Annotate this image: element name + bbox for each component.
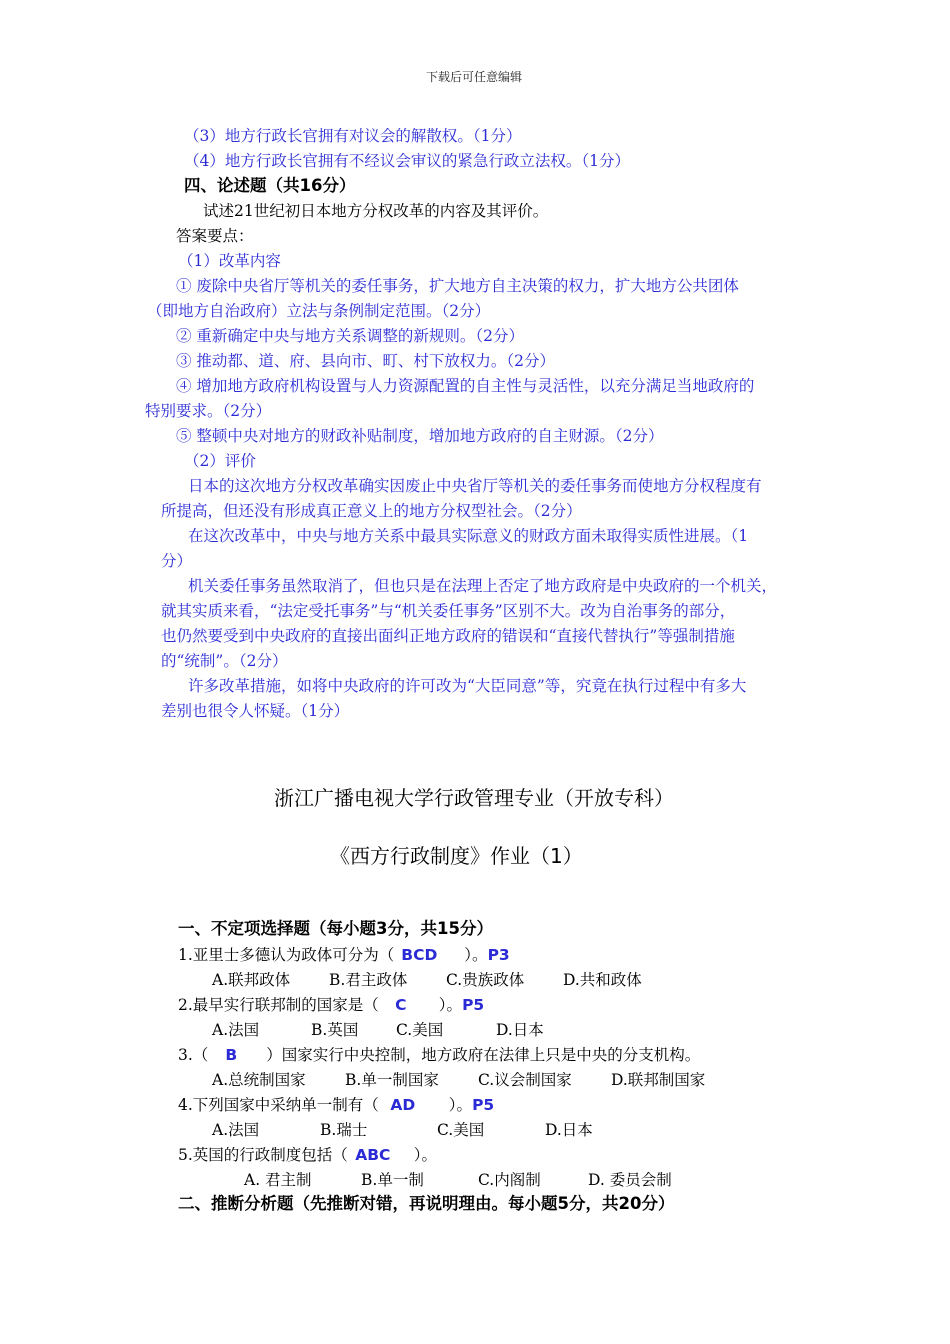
evaluation-para-1: 日本的这次地方分权改革确实因废止中央省厅等机关的委任事务而使地方分权程度有 (188, 477, 762, 495)
answer-item-4: （4）地方行政长官拥有不经议会审议的紧急行政立法权。（1分） (184, 152, 630, 170)
page-reference: P5 (472, 1096, 495, 1114)
option-c: C.内阁制 (478, 1171, 541, 1189)
question-tail: ）。 (438, 996, 463, 1014)
evaluation-para-2-cont: 分） (161, 552, 193, 570)
option-b: B.单一制 (361, 1171, 424, 1189)
option-d: D. 委员会制 (588, 1171, 672, 1189)
reform-point-4-cont: 特别要求。（2分） (145, 402, 272, 420)
answer-mark: ABC (355, 1146, 391, 1164)
evaluation-label: （2）评价 (184, 452, 256, 470)
reform-point-2: ② 重新确定中央与地方关系调整的新规则。（2分） (176, 327, 525, 345)
option-a: A.总统制国家 (212, 1071, 306, 1089)
reform-point-5: ⑤ 整顿中央对地方的财政补贴制度，增加地方政府的自主财源。（2分） (176, 427, 664, 445)
question-tail: ）。 (413, 1146, 438, 1164)
evaluation-para-3-cont1: 就其实质来看，“法定受托事务”与“机关委任事务”区别不大。改为自治事务的部分， (161, 602, 736, 620)
option-a: A.联邦政体 (212, 971, 291, 989)
question-text: 3.（ (178, 1046, 209, 1064)
document-title: 浙江广播电视大学行政管理专业（开放专科） (274, 786, 674, 810)
question-tail: ）。 (448, 1096, 473, 1114)
option-c: C.美国 (437, 1121, 485, 1139)
answer-mark: AD (390, 1096, 416, 1114)
reform-point-3: ③ 推动都、道、府、县向市、町、村下放权力。（2分） (176, 352, 556, 370)
question-text: 2.最早实行联邦制的国家是（ (178, 996, 379, 1014)
page-reference: P3 (487, 946, 510, 964)
question-tail: ）。 (464, 946, 488, 964)
q2-options (212, 1019, 544, 1041)
option-c: C.美国 (396, 1021, 444, 1039)
q3-options (212, 1069, 705, 1091)
reform-content-label: （1）改革内容 (178, 252, 281, 270)
option-d: D.联邦制国家 (611, 1071, 706, 1089)
question-4 (178, 1094, 494, 1116)
answer-mark: BCD (401, 946, 438, 964)
option-d: D.日本 (496, 1021, 544, 1039)
question-text: 5.英国的行政制度包括（ (178, 1146, 348, 1164)
q4-options (212, 1119, 593, 1141)
question-5 (178, 1144, 437, 1166)
page-reference: P5 (462, 996, 485, 1014)
evaluation-para-1-cont: 所提高，但还没有形成真正意义上的地方分权型社会。（2分） (161, 502, 582, 520)
evaluation-para-4-cont: 差别也很令人怀疑。（1分） (161, 702, 350, 720)
option-b: B.瑞士 (320, 1121, 368, 1139)
assignment-title: 《西方行政制度》作业（1） (330, 844, 583, 868)
question-3 (178, 1044, 700, 1066)
option-c: C.议会制国家 (478, 1071, 572, 1089)
option-b: B.君主政体 (329, 971, 408, 989)
q1-options (212, 969, 642, 991)
reform-point-1-cont: （即地方自治政府）立法与条例制定范围。（2分） (147, 302, 491, 320)
option-d: D.共和政体 (563, 971, 642, 989)
essay-heading: 四、论述题（共16分） (184, 176, 356, 195)
option-a: A.法国 (212, 1121, 260, 1139)
option-d: D.日本 (545, 1121, 593, 1139)
evaluation-para-3-cont3: 的“统制”。（2分） (161, 652, 288, 670)
question-tail: ）国家实行中央控制，地方政府在法律上只是中央的分支机构。 (266, 1046, 701, 1064)
answer-mark: C (395, 996, 407, 1014)
reform-point-4: ④ 增加地方政府机构设置与人力资源配置的自主性与灵活性，以充分满足当地政府的 (176, 377, 755, 395)
option-a: A. 君主制 (244, 1171, 312, 1189)
question-text: 1.亚里士多德认为政体可分为（ (178, 946, 395, 964)
evaluation-para-3-cont2: 也仍然要受到中央政府的直接出面纠正地方政府的错误和“直接代替执行”等强制措施 (161, 627, 735, 645)
answer-item-3: （3）地方行政长官拥有对议会的解散权。（1分） (184, 127, 522, 145)
answer-key-label: 答案要点： (176, 227, 254, 245)
answer-mark: B (225, 1046, 238, 1064)
evaluation-para-2: 在这次改革中，中央与地方关系中最具实际意义的财政方面未取得实质性进展。（1 (188, 527, 749, 545)
question-2 (178, 994, 484, 1016)
option-c: C.贵族政体 (446, 971, 525, 989)
question-1 (178, 944, 510, 966)
section1-heading: 一、不定项选择题（每小题3分，共15分） (178, 919, 493, 938)
evaluation-para-4: 许多改革措施，如将中央政府的许可改为“大臣同意”等，究竟在执行过程中有多大 (188, 677, 747, 695)
q5-options (244, 1169, 672, 1191)
reform-point-1: ① 废除中央省厅等机关的委任事务，扩大地方自主决策的权力，扩大地方公共团体 (176, 277, 739, 295)
option-b: B.英国 (311, 1021, 359, 1039)
evaluation-para-3: 机关委任事务虽然取消了，但也只是在法理上否定了地方政府是中央政府的一个机关， (188, 577, 778, 595)
option-b: B.单一制国家 (345, 1071, 439, 1089)
page-header: 下载后可任意编辑 (426, 70, 523, 84)
section2-heading: 二、推断分析题（先推断对错，再说明理由。每小题5分，共20分） (178, 1194, 675, 1213)
question-text: 4.下列国家中采纳单一制有（ (178, 1096, 379, 1114)
essay-question: 试述21世纪初日本地方分权改革的内容及其评价。 (203, 202, 549, 220)
option-a: A.法国 (212, 1021, 260, 1039)
